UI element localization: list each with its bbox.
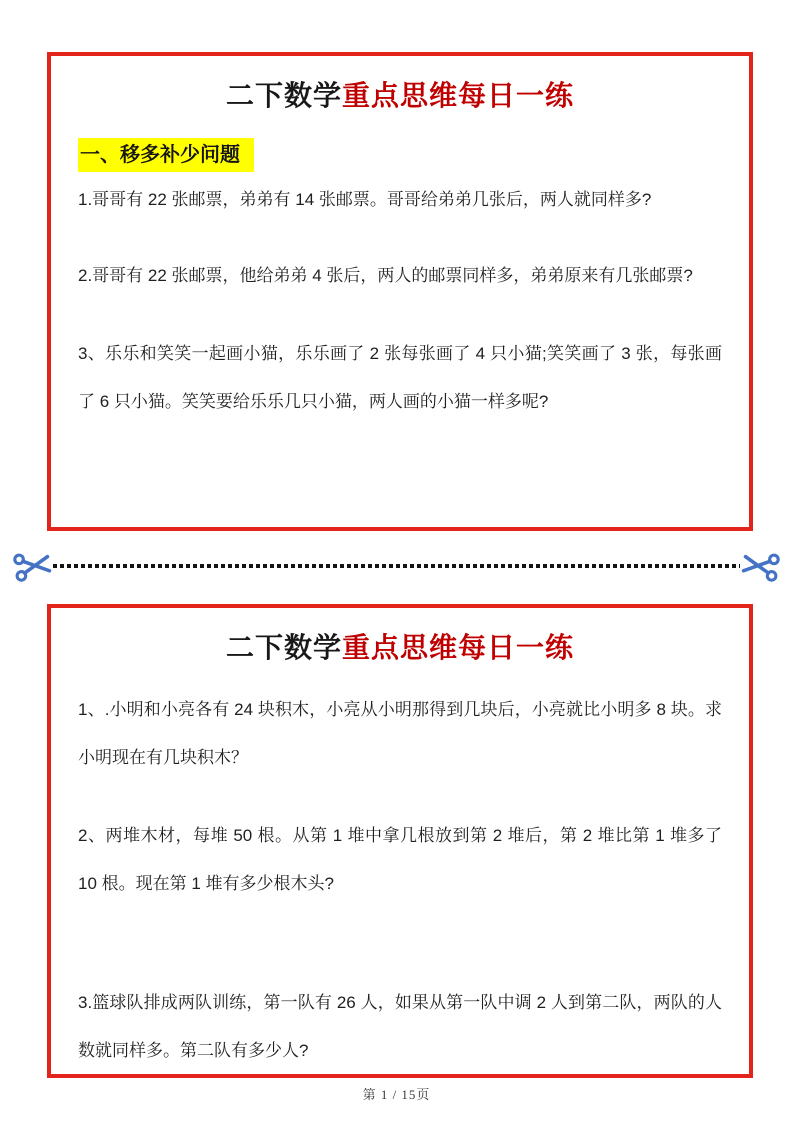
- title-topic-part: 重点思维每日一练: [342, 80, 575, 111]
- worksheet-card-top: [47, 52, 753, 531]
- cut-line-divider: [13, 546, 780, 586]
- problem-text-2: 2.哥哥有 22 张邮票，他给弟弟 4 张后，两人的邮票同样多，弟弟原来有几张邮票?: [78, 266, 693, 285]
- problem-text-2: 2、两堆木材，每堆 50 根。从第 1 堆中拿几根放到第 2 堆后，第 2 堆比第 1 堆多了 10 根。现在第 1 堆有多少根木头?: [78, 826, 722, 893]
- scissors-icon: [11, 545, 54, 588]
- dotted-cut-line: [53, 564, 740, 568]
- title-grade-part: 二下数学: [225, 632, 342, 663]
- title-grade-part: 二下数学: [225, 80, 342, 111]
- problem-text-1: 1、.小明和小亮各有 24 块积木，小亮从小明那得到几块后，小亮就比小明多 8 块。求小明现在有几块积木？: [78, 700, 722, 767]
- worksheet-title: [78, 76, 722, 116]
- section-heading-row: [78, 138, 722, 172]
- problem-text-3: 3.篮球队排成两队训练，第一队有 26 人，如果从第一队中调 2 人到第二队，两队的人数就同样多。第二队有多少人?: [78, 993, 722, 1060]
- section-heading-move-more-fill-less: 一、移多补少问题: [78, 138, 254, 172]
- problem-text-1: 1.哥哥有 22 张邮票，弟弟有 14 张邮票。哥哥给弟弟几张后，两人就同样多?: [78, 190, 652, 209]
- page-number: 第 1 / 15页: [362, 1087, 431, 1102]
- worksheet-title: [78, 628, 722, 668]
- scissors-icon: [740, 545, 783, 588]
- worksheet-card-bottom: [47, 604, 753, 1078]
- problem-text-3: 3、乐乐和笑笑一起画小猫，乐乐画了 2 张每张画了 4 只小猫;笑笑画了 3 张，每张画了 6 只小猫。笑笑要给乐乐几只小猫，两人画的小猫一样多呢?: [78, 344, 722, 411]
- title-topic-part: 重点思维每日一练: [342, 632, 575, 663]
